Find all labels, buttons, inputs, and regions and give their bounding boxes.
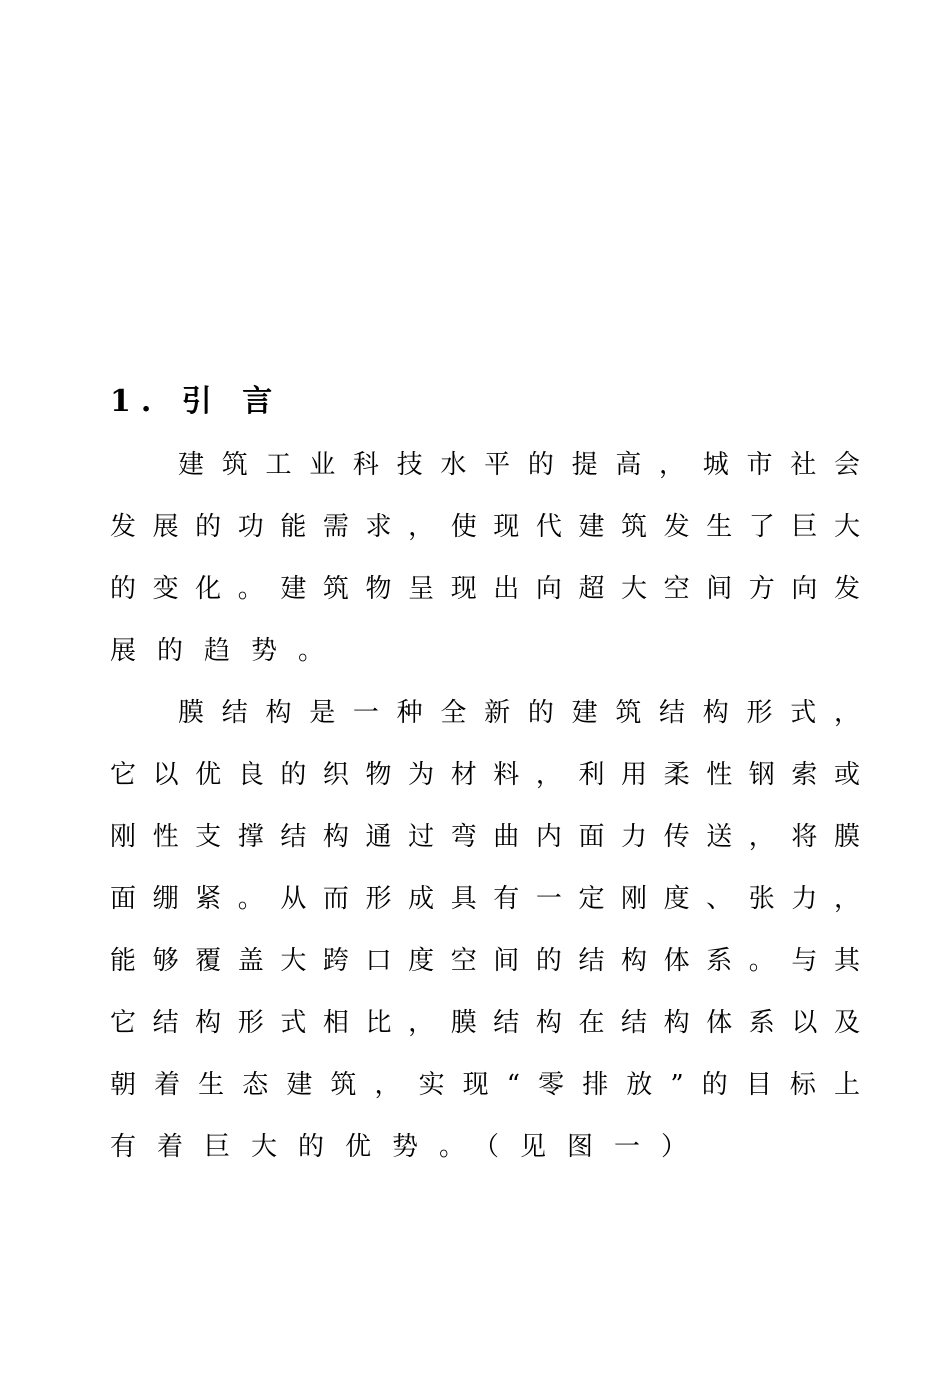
paragraph-2-line-7: 朝着生态建筑，实现“零排放”的目标上	[110, 1070, 860, 1100]
paragraph-2-line-8: 有着巨大的优势。（见图一）	[110, 1132, 709, 1162]
section-heading: 1. 引 言	[110, 384, 283, 419]
paragraph-2-line-5: 能够覆盖大跨口度空间的结构体系。与其	[110, 946, 860, 976]
paragraph-2-line-2: 它以优良的织物为材料，利用柔性钢索或	[110, 760, 860, 790]
paragraph-2-line-6: 它结构形式相比，膜结构在结构体系以及	[110, 1008, 860, 1038]
paragraph-2-line-3: 刚性支撑结构通过弯曲内面力传送，将膜	[110, 822, 860, 852]
paragraph-2-line-1: 膜结构是一种全新的建筑结构形式，	[178, 698, 860, 728]
paragraph-2-line-4: 面绷紧。从而形成具有一定刚度、张力，	[110, 884, 860, 914]
paragraph-1-line-1: 建筑工业科技水平的提高，城市社会	[178, 450, 860, 480]
paragraph-1-line-3: 的变化。建筑物呈现出向超大空间方向发	[110, 574, 860, 604]
paragraph-1-line-4: 展的趋势。	[110, 636, 346, 666]
paragraph-1-line-2: 发展的功能需求，使现代建筑发生了巨大	[110, 512, 860, 542]
